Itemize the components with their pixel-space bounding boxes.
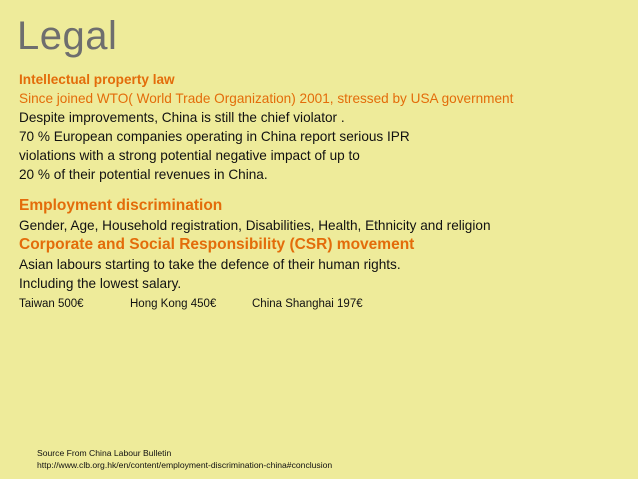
employment-text: Gender, Age, Household registration, Disabilities, Health, Ethnicity and religion xyxy=(19,218,491,233)
ip-line: 20 % of their potential revenues in China. xyxy=(19,167,268,182)
salary-taiwan: Taiwan 500€ xyxy=(19,298,84,310)
source-url: http://www.clb.org.hk/en/content/employment-discrimination-china#conclusion xyxy=(37,460,333,470)
ip-line: 70 % European companies operating in China report serious IPR xyxy=(19,129,410,144)
ip-subheading: Since joined WTO( World Trade Organization) 2001, stressed by USA government xyxy=(19,91,514,106)
source-label: Source From China Labour Bulletin xyxy=(37,448,172,458)
ip-line: violations with a strong potential negative impact of up to xyxy=(19,148,360,163)
slide-content xyxy=(19,70,629,314)
csr-heading: Corporate and Social Responsibility (CSR) movement xyxy=(19,236,415,253)
slide-title: Legal xyxy=(17,14,118,58)
salary-hong-kong: Hong Kong 450€ xyxy=(130,298,217,310)
ip-heading: Intellectual property law xyxy=(19,72,175,87)
salary-shanghai: China Shanghai 197€ xyxy=(252,298,363,310)
csr-line: Asian labours starting to take the defence of their human rights. xyxy=(19,257,401,272)
source-note xyxy=(37,447,332,471)
employment-heading: Employment discrimination xyxy=(19,197,223,214)
salary-row xyxy=(19,295,629,314)
csr-line: Including the lowest salary. xyxy=(19,276,182,291)
ip-line: Despite improvements, China is still the chief violator . xyxy=(19,110,345,125)
